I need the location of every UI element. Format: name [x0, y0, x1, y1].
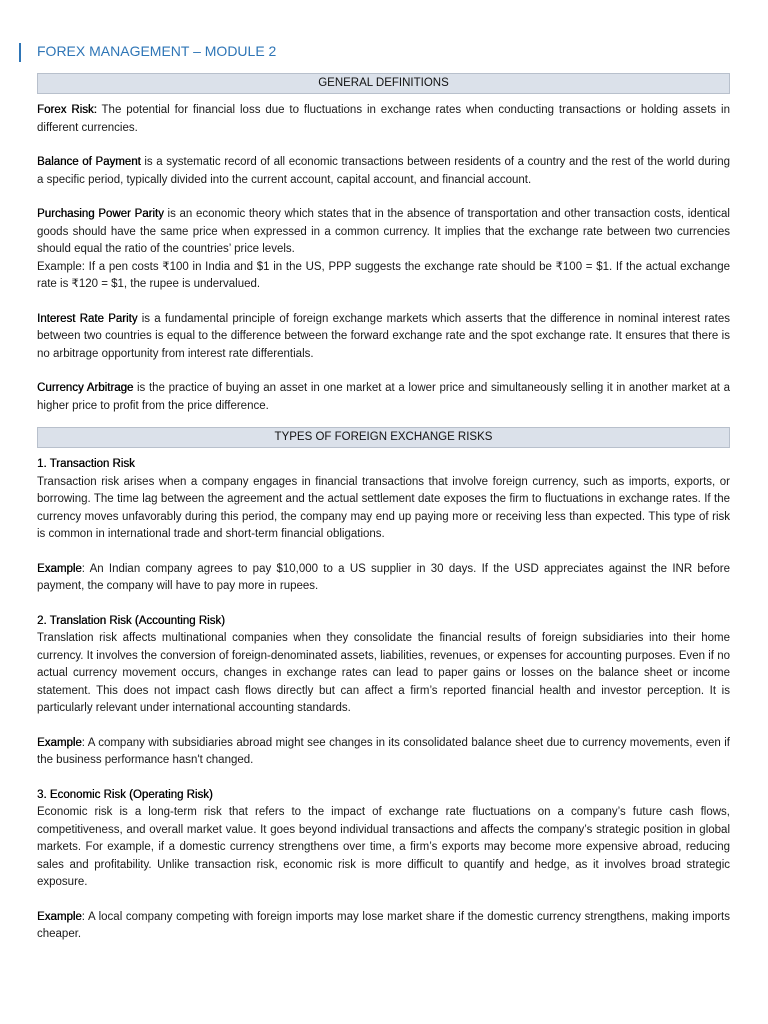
section-heading-definitions: GENERAL DEFINITIONS — [37, 73, 730, 94]
economic-risk-text: Economic risk is a long-term risk that refers to the impact of exchange rate fluctuations on a company’s future cash flows, competitiveness, and overall market value. It goes beyond individual transactions and affects the company’s strategic position in global markets. For example, if a domestic currency strengthens over time, a firm’s exports may become more expensive abroad, reducing sales and profitability. Unlike transaction risk, economic risk is more difficult to quantify and hedge, as it involves broad strategic exposure. — [37, 806, 730, 888]
document-title: FOREX MANAGEMENT – MODULE 2 — [37, 42, 730, 60]
heading-economic-risk: 3. Economic Risk (Operating Risk) — [37, 788, 213, 801]
example-label: Example — [37, 562, 82, 575]
definition-irp — [37, 311, 730, 364]
definition-text: is a systematic record of all economic transactions between residents of a country and the rest of the world during a specific period, typically divided into the current account, capital account, and financial account. — [37, 156, 731, 186]
document-page — [37, 42, 730, 944]
term-currency-arbitrage: Currency Arbitrage — [37, 382, 134, 394]
translation-risk-example — [37, 735, 730, 770]
example-label: Example — [37, 736, 82, 749]
definition-text: The potential for financial loss due to fluctuations in exchange rates when conducting transactions or holding assets in different currencies. — [37, 104, 730, 134]
translation-risk-text: Translation risk affects multinational companies when they consolidate the financial results of foreign subsidiaries into their home currency. It involves the conversion of foreign-denominated assets, liabilities, revenues, or expenses for accounting purposes. Even if no actual currency movement occurs, changes in exchange rates can lead to paper gains or losses on the balance sheet or income statement. This does not impact cash flows directly but can affect a firm’s reported financial health and investor perception. It is particularly relevant under international accounting standards. — [37, 632, 730, 714]
definition-balance-of-payment — [37, 154, 730, 189]
transaction-risk-example — [37, 561, 730, 596]
example-text: : An Indian company agrees to pay $10,000 to a US supplier in 30 days. If the USD appreciates against the INR before payment, the company will have to pay more in rupees. — [37, 562, 730, 592]
definition-text: is an economic theory which states that in the absence of transportation and other transaction costs, identical goods should have the same price when expressed in a common currency. It implies that the exchange rate between two currencies should equal the ratio of the countries’ price levels. — [37, 208, 730, 255]
term-ppp: Purchasing Power Parity — [37, 208, 164, 220]
term-irp: Interest Rate Parity — [37, 312, 138, 325]
definition-text: is a fundamental principle of foreign exchange markets which asserts that the difference in nominal interest rates between two countries is equal to the difference between the forward exchange rate and the spot exchange rate. It ensures that there is no arbitrage opportunity from interest rate differentials. — [37, 312, 730, 360]
example-text: : A local company competing with foreign imports may lose market share if the domestic currency strengthens, making imports cheaper. — [37, 910, 730, 940]
term-forex-risk: Forex Risk: — [37, 104, 97, 116]
term-balance-of-payment: Balance of Payment — [37, 156, 141, 168]
example-text: : A company with subsidiaries abroad might see changes in its consolidated balance sheet due to currency movements, even if the business performance hasn't changed. — [37, 736, 730, 766]
transaction-risk-text: Transaction risk arises when a company engages in financial transactions that involve foreign currency, such as imports, exports, or borrowing. The time lag between the agreement and the actual settlement date exposes the firm to fluctuations in exchange rates. If the currency moves unfavorably during this period, the company may end up paying more or receiving less than expected. This type of risk is common in international trade and short-term financial obligations. — [37, 475, 730, 540]
definition-currency-arbitrage — [37, 380, 730, 415]
economic-risk-example — [37, 909, 730, 944]
section-heading-risks: TYPES OF FOREIGN EXCHANGE RISKS — [37, 427, 730, 448]
example-label: Example — [37, 910, 82, 923]
ppp-example: Example: If a pen costs ₹100 in India and $1 in the US, PPP suggests the exchange rate should be ₹100 = $1. If the actual exchange rate is ₹120 = $1, the rupee is undervalued. — [37, 260, 730, 290]
heading-transaction-risk: 1. Transaction Risk — [37, 458, 135, 470]
definition-forex-risk — [37, 102, 730, 137]
definition-text: is the practice of buying an asset in one market at a lower price and simultaneously selling it in another market at a higher price to profit from the price difference. — [37, 382, 731, 412]
heading-translation-risk: 2. Translation Risk (Accounting Risk) — [37, 614, 225, 627]
definition-ppp — [37, 206, 730, 259]
